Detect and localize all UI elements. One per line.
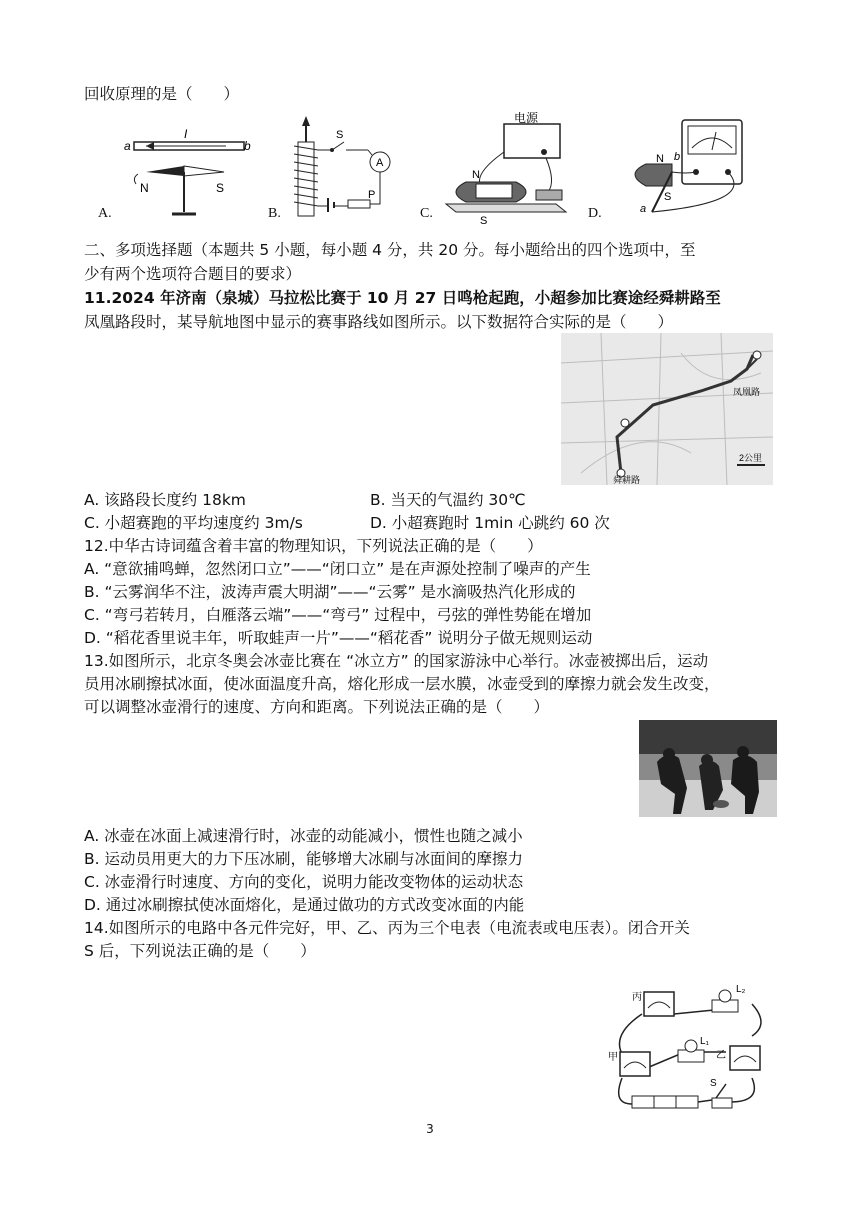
q12-option-c: C. “弯弓若转月，白雁落云端”——“弯弓” 过程中，弓弦的弹性势能在增加 [84,606,592,624]
svg-text:甲: 甲 [608,1052,618,1063]
q12-stem: 12.中华古诗词蕴含着丰富的物理知识，下列说法正确的是（ ） [84,537,543,555]
figure-b-label: B. [268,206,281,221]
q11-option-c: C. 小超赛跑的平均速度约 3m/s [84,514,303,532]
figure-d-generator [616,112,796,227]
q13-option-d: D. 通过冰刷擦拭使冰面熔化，是通过做功的方式改变冰面的内能 [84,896,525,914]
svg-text:a: a [124,139,131,153]
q11-stem-line2: 凤凰路段时，某导航地图中显示的赛事路线如图所示。以下数据符合实际的是（ ） [84,313,674,331]
q10-figure-row [96,112,796,227]
q12-option-b: B. “云雾润华不注，波涛声震大明湖”——“云雾” 是水滴吸热汽化形成的 [84,583,576,601]
q11-option-d: D. 小超赛跑时 1min 心跳约 60 次 [370,514,610,532]
figure-b-electromagnet [272,112,412,227]
q11-stem-text-1: 11.2024 年济南（泉城）马拉松比赛于 10 月 27 日鸣枪起跑，小超参加比赛途经舜耕路至 [84,289,721,307]
q11-option-b: B. 当天的气温约 30℃ [370,491,526,509]
svg-text:a: a [640,203,647,215]
figure-a-compass-wire [96,112,256,227]
svg-text:A: A [376,157,384,169]
svg-text:S: S [664,191,672,203]
section-2-heading-line1: 二、多项选择题（本题共 5 小题，每小题 4 分，共 20 分。每小题给出的四个选项中，至 [84,241,696,259]
svg-text:I: I [184,127,188,141]
svg-text:b: b [674,151,681,163]
q14-stem-line2: S 后，下列说法正确的是（ ） [84,942,316,960]
svg-text:凤凰路: 凤凰路 [733,387,761,397]
svg-text:舜耕路: 舜耕路 [613,475,641,485]
q13-stem-line3: 可以调整冰壶滑行的速度、方向和距离。下列说法正确的是（ ） [84,698,550,716]
q14-stem-line1: 14.如图所示的电路中各元件完好，甲、乙、丙为三个电表（电流表或电压表）。闭合开关 [84,919,690,937]
svg-text:P: P [368,189,376,201]
svg-text:S: S [336,129,344,141]
figure-a-label: A. [98,206,112,221]
svg-text:乙: 乙 [716,1050,726,1061]
q13-option-c: C. 冰壶滑行时速度、方向的变化，说明力能改变物体的运动状态 [84,873,524,891]
svg-text:丙: 丙 [632,992,642,1003]
section-2-heading-line2: 少有两个选项符合题目的要求） [84,265,302,283]
svg-text:S: S [480,215,488,227]
q11-stem-line1 [84,288,721,308]
svg-text:N: N [140,181,149,195]
svg-text:L₂: L₂ [736,984,746,995]
svg-text:S: S [216,181,225,195]
figure-c-motor [436,112,596,227]
q14-circuit-figure [602,974,774,1114]
q12-option-a: A. “意欲捕鸣蝉，忽然闭口立”——“闭口立” 是在声源处控制了噪声的产生 [84,560,591,578]
q13-option-b: B. 运动员用更大的力下压冰刷，能够增大冰刷与冰面间的摩擦力 [84,850,523,868]
svg-text:L₁: L₁ [700,1036,709,1047]
svg-text:2公里: 2公里 [739,453,763,463]
svg-text:N: N [656,153,664,165]
q11-route-map [561,333,773,485]
figure-d-label: D. [588,206,602,221]
page-number: 3 [426,1122,434,1136]
figure-c-label: C. [420,206,433,221]
q13-stem-line2: 员用冰刷擦拭冰面，使冰面温度升高，熔化形成一层水膜，冰壶受到的摩擦力就会发生改变， [84,675,720,693]
svg-text:S: S [710,1078,717,1089]
q11-option-a: A. 该路段长度约 18km [84,491,246,509]
q13-option-a: A. 冰壶在冰面上减速滑行时，冰壶的动能减小，惯性也随之减小 [84,827,523,845]
svg-text:N: N [472,169,480,181]
q13-stem-line1: 13.如图所示，北京冬奥会冰壶比赛在 “冰立方” 的国家游泳中心举行。冰壶被掷出后，运动 [84,652,709,670]
svg-text:电源: 电源 [514,112,539,125]
svg-text:b: b [244,139,251,153]
q10-stem-tail: 回收原理的是（ ） [84,85,240,103]
q13-curling-photo [639,720,777,817]
q12-option-d: D. “稻花香里说丰年，听取蛙声一片”——“稻花香” 说明分子做无规则运动 [84,629,593,647]
